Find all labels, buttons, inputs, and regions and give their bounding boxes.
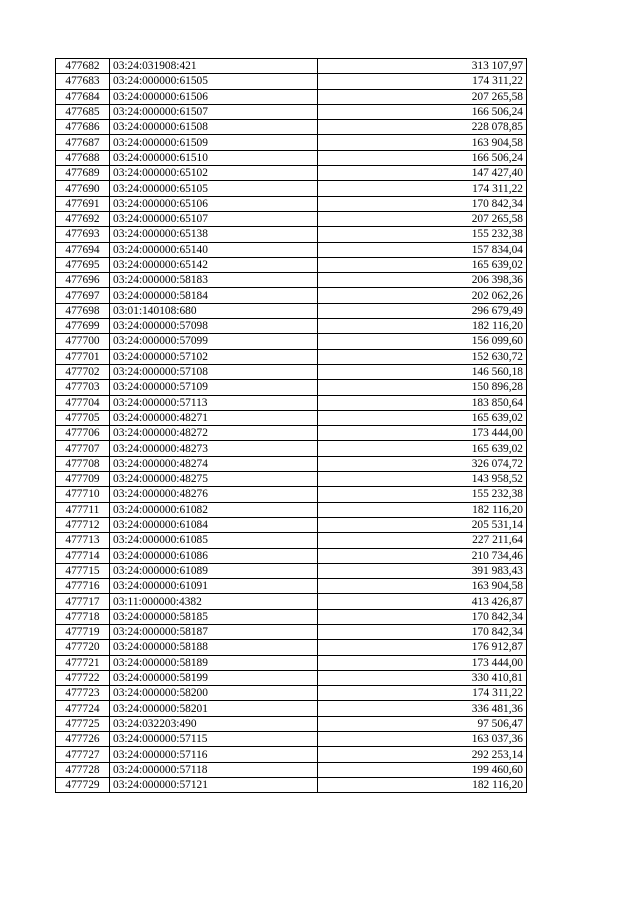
row-number-cell: 477686 (56, 120, 110, 135)
cadastral-number-cell: 03:24:000000:58199 (110, 670, 318, 685)
cadastral-number-cell: 03:24:000000:58184 (110, 288, 318, 303)
row-number-cell: 477717 (56, 594, 110, 609)
row-number-cell: 477706 (56, 426, 110, 441)
cadastral-value-cell: 163 037,36 (318, 732, 527, 747)
cadastral-value-cell: 207 265,58 (318, 89, 527, 104)
row-number-cell: 477685 (56, 104, 110, 119)
row-number-cell: 477721 (56, 655, 110, 670)
table-row (56, 701, 527, 716)
row-number-cell: 477688 (56, 150, 110, 165)
row-number-cell: 477684 (56, 89, 110, 104)
table-row (56, 762, 527, 777)
cadastral-value-cell: 391 983,43 (318, 563, 527, 578)
row-number-cell: 477712 (56, 517, 110, 532)
cadastral-number-cell: 03:01:140108:680 (110, 303, 318, 318)
row-number-cell: 477727 (56, 747, 110, 762)
row-number-cell: 477693 (56, 227, 110, 242)
row-number-cell: 477718 (56, 609, 110, 624)
table-row (56, 349, 527, 364)
cadastral-number-cell: 03:24:000000:48274 (110, 456, 318, 471)
cadastral-value-cell: 206 398,36 (318, 273, 527, 288)
table-row (56, 441, 527, 456)
cadastral-number-cell: 03:24:000000:65106 (110, 196, 318, 211)
row-number-cell: 477697 (56, 288, 110, 303)
cadastral-number-cell: 03:24:000000:65142 (110, 257, 318, 272)
cadastral-number-cell: 03:24:000000:48272 (110, 426, 318, 441)
cadastral-number-cell: 03:24:000000:61084 (110, 517, 318, 532)
row-number-cell: 477713 (56, 533, 110, 548)
cadastral-value-cell: 413 426,87 (318, 594, 527, 609)
cadastral-value-cell: 228 078,85 (318, 120, 527, 135)
row-number-cell: 477687 (56, 135, 110, 150)
row-number-cell: 477683 (56, 74, 110, 89)
cadastral-value-cell: 152 630,72 (318, 349, 527, 364)
cadastral-number-cell: 03:24:000000:61506 (110, 89, 318, 104)
table-row (56, 670, 527, 685)
table-row (56, 288, 527, 303)
table-row (56, 426, 527, 441)
table-row (56, 242, 527, 257)
table-row (56, 196, 527, 211)
table-row (56, 89, 527, 104)
row-number-cell: 477702 (56, 364, 110, 379)
table-row (56, 303, 527, 318)
cadastral-number-cell: 03:11:000000:4382 (110, 594, 318, 609)
document-page (55, 58, 526, 793)
table-row (56, 517, 527, 532)
table-row (56, 716, 527, 731)
table-row (56, 273, 527, 288)
cadastral-number-cell: 03:24:000000:48276 (110, 487, 318, 502)
row-number-cell: 477691 (56, 196, 110, 211)
cadastral-number-cell: 03:24:000000:58200 (110, 686, 318, 701)
cadastral-value-cell: 174 311,22 (318, 686, 527, 701)
table-row (56, 395, 527, 410)
cadastral-number-cell: 03:24:000000:61507 (110, 104, 318, 119)
cadastral-number-cell: 03:24:000000:65107 (110, 211, 318, 226)
cadastral-value-cell: 173 444,00 (318, 655, 527, 670)
table-row (56, 655, 527, 670)
cadastral-number-cell: 03:24:000000:57118 (110, 762, 318, 777)
cadastral-number-cell: 03:24:000000:48271 (110, 410, 318, 425)
cadastral-number-cell: 03:24:000000:58188 (110, 640, 318, 655)
cadastral-value-cell: 165 639,02 (318, 410, 527, 425)
row-number-cell: 477719 (56, 624, 110, 639)
cadastral-value-cell: 183 850,64 (318, 395, 527, 410)
cadastral-number-cell: 03:24:000000:58189 (110, 655, 318, 670)
cadastral-number-cell: 03:24:000000:57116 (110, 747, 318, 762)
cadastral-number-cell: 03:24:000000:61091 (110, 579, 318, 594)
cadastral-number-cell: 03:24:000000:57108 (110, 364, 318, 379)
row-number-cell: 477703 (56, 380, 110, 395)
row-number-cell: 477694 (56, 242, 110, 257)
cadastral-value-cell: 147 427,40 (318, 166, 527, 181)
cadastral-value-cell: 170 842,34 (318, 624, 527, 639)
cadastral-value-cell: 150 896,28 (318, 380, 527, 395)
row-number-cell: 477722 (56, 670, 110, 685)
cadastral-value-cell: 210 734,46 (318, 548, 527, 563)
table-row (56, 563, 527, 578)
cadastral-number-cell: 03:24:000000:57113 (110, 395, 318, 410)
table-row (56, 257, 527, 272)
cadastral-value-cell: 182 116,20 (318, 777, 527, 792)
table-row (56, 380, 527, 395)
table-row (56, 548, 527, 563)
row-number-cell: 477701 (56, 349, 110, 364)
cadastral-number-cell: 03:24:000000:65140 (110, 242, 318, 257)
cadastral-number-cell: 03:24:000000:48275 (110, 472, 318, 487)
row-number-cell: 477690 (56, 181, 110, 196)
cadastral-value-cell: 202 062,26 (318, 288, 527, 303)
table-row (56, 59, 527, 74)
cadastral-value-cell: 170 842,34 (318, 196, 527, 211)
table-row (56, 777, 527, 792)
row-number-cell: 477714 (56, 548, 110, 563)
cadastral-value-cell: 163 904,58 (318, 135, 527, 150)
table-row (56, 624, 527, 639)
table-row (56, 410, 527, 425)
cadastral-value-cell: 207 265,58 (318, 211, 527, 226)
cadastral-value-cell: 174 311,22 (318, 181, 527, 196)
cadastral-number-cell: 03:24:000000:58201 (110, 701, 318, 716)
row-number-cell: 477728 (56, 762, 110, 777)
cadastral-value-cell: 205 531,14 (318, 517, 527, 532)
table-row (56, 456, 527, 471)
cadastral-value-cell: 155 232,38 (318, 227, 527, 242)
table-row (56, 609, 527, 624)
row-number-cell: 477725 (56, 716, 110, 731)
row-number-cell: 477705 (56, 410, 110, 425)
row-number-cell: 477700 (56, 334, 110, 349)
row-number-cell: 477723 (56, 686, 110, 701)
row-number-cell: 477696 (56, 273, 110, 288)
row-number-cell: 477724 (56, 701, 110, 716)
table-row (56, 334, 527, 349)
cadastral-value-cell: 313 107,97 (318, 59, 527, 74)
cadastral-value-cell: 330 410,81 (318, 670, 527, 685)
cadastral-value-cell: 296 679,49 (318, 303, 527, 318)
cadastral-number-cell: 03:24:000000:58185 (110, 609, 318, 624)
table-row (56, 74, 527, 89)
cadastral-number-cell: 03:24:000000:65102 (110, 166, 318, 181)
cadastral-number-cell: 03:24:000000:57121 (110, 777, 318, 792)
cadastral-value-cell: 292 253,14 (318, 747, 527, 762)
row-number-cell: 477709 (56, 472, 110, 487)
cadastral-number-cell: 03:24:031908:421 (110, 59, 318, 74)
cadastral-number-cell: 03:24:000000:57099 (110, 334, 318, 349)
row-number-cell: 477692 (56, 211, 110, 226)
cadastral-value-cell: 182 116,20 (318, 502, 527, 517)
cadastral-value-cell: 143 958,52 (318, 472, 527, 487)
cadastral-value-table (55, 58, 527, 793)
cadastral-number-cell: 03:24:000000:61505 (110, 74, 318, 89)
cadastral-value-cell: 166 506,24 (318, 104, 527, 119)
cadastral-value-cell: 155 232,38 (318, 487, 527, 502)
row-number-cell: 477729 (56, 777, 110, 792)
cadastral-number-cell: 03:24:000000:61089 (110, 563, 318, 578)
table-row (56, 211, 527, 226)
table-row (56, 533, 527, 548)
table-row (56, 227, 527, 242)
row-number-cell: 477707 (56, 441, 110, 456)
cadastral-number-cell: 03:24:000000:61508 (110, 120, 318, 135)
cadastral-value-cell: 165 639,02 (318, 441, 527, 456)
row-number-cell: 477682 (56, 59, 110, 74)
table-row (56, 732, 527, 747)
table-row (56, 150, 527, 165)
cadastral-number-cell: 03:24:000000:58183 (110, 273, 318, 288)
cadastral-value-cell: 163 904,58 (318, 579, 527, 594)
row-number-cell: 477708 (56, 456, 110, 471)
table-row (56, 502, 527, 517)
row-number-cell: 477699 (56, 319, 110, 334)
table-row (56, 120, 527, 135)
cadastral-value-cell: 166 506,24 (318, 150, 527, 165)
row-number-cell: 477698 (56, 303, 110, 318)
cadastral-value-cell: 182 116,20 (318, 319, 527, 334)
cadastral-number-cell: 03:24:000000:57102 (110, 349, 318, 364)
table-row (56, 135, 527, 150)
table-row (56, 364, 527, 379)
cadastral-number-cell: 03:24:000000:61510 (110, 150, 318, 165)
row-number-cell: 477704 (56, 395, 110, 410)
cadastral-value-cell: 165 639,02 (318, 257, 527, 272)
table-row (56, 472, 527, 487)
table-row (56, 319, 527, 334)
table-row (56, 181, 527, 196)
table-row (56, 747, 527, 762)
cadastral-number-cell: 03:24:000000:57115 (110, 732, 318, 747)
table-row (56, 104, 527, 119)
row-number-cell: 477711 (56, 502, 110, 517)
row-number-cell: 477695 (56, 257, 110, 272)
cadastral-value-cell: 336 481,36 (318, 701, 527, 716)
cadastral-number-cell: 03:24:000000:57098 (110, 319, 318, 334)
cadastral-number-cell: 03:24:000000:65105 (110, 181, 318, 196)
cadastral-value-cell: 176 912,87 (318, 640, 527, 655)
cadastral-number-cell: 03:24:000000:61085 (110, 533, 318, 548)
row-number-cell: 477689 (56, 166, 110, 181)
cadastral-value-cell: 146 560,18 (318, 364, 527, 379)
cadastral-number-cell: 03:24:000000:61509 (110, 135, 318, 150)
table-row (56, 686, 527, 701)
row-number-cell: 477726 (56, 732, 110, 747)
cadastral-value-cell: 170 842,34 (318, 609, 527, 624)
cadastral-value-cell: 174 311,22 (318, 74, 527, 89)
cadastral-value-cell: 326 074,72 (318, 456, 527, 471)
cadastral-value-cell: 173 444,00 (318, 426, 527, 441)
cadastral-value-cell: 227 211,64 (318, 533, 527, 548)
cadastral-number-cell: 03:24:000000:48273 (110, 441, 318, 456)
cadastral-value-cell: 97 506,47 (318, 716, 527, 731)
cadastral-value-cell: 156 099,60 (318, 334, 527, 349)
cadastral-number-cell: 03:24:000000:61082 (110, 502, 318, 517)
row-number-cell: 477715 (56, 563, 110, 578)
cadastral-number-cell: 03:24:000000:57109 (110, 380, 318, 395)
cadastral-value-cell: 199 460,60 (318, 762, 527, 777)
table-body (56, 59, 527, 793)
cadastral-number-cell: 03:24:000000:65138 (110, 227, 318, 242)
row-number-cell: 477716 (56, 579, 110, 594)
table-row (56, 579, 527, 594)
table-row (56, 166, 527, 181)
table-row (56, 594, 527, 609)
cadastral-value-cell: 157 834,04 (318, 242, 527, 257)
table-row (56, 487, 527, 502)
cadastral-number-cell: 03:24:000000:61086 (110, 548, 318, 563)
row-number-cell: 477720 (56, 640, 110, 655)
cadastral-number-cell: 03:24:000000:58187 (110, 624, 318, 639)
table-row (56, 640, 527, 655)
row-number-cell: 477710 (56, 487, 110, 502)
cadastral-number-cell: 03:24:032203:490 (110, 716, 318, 731)
